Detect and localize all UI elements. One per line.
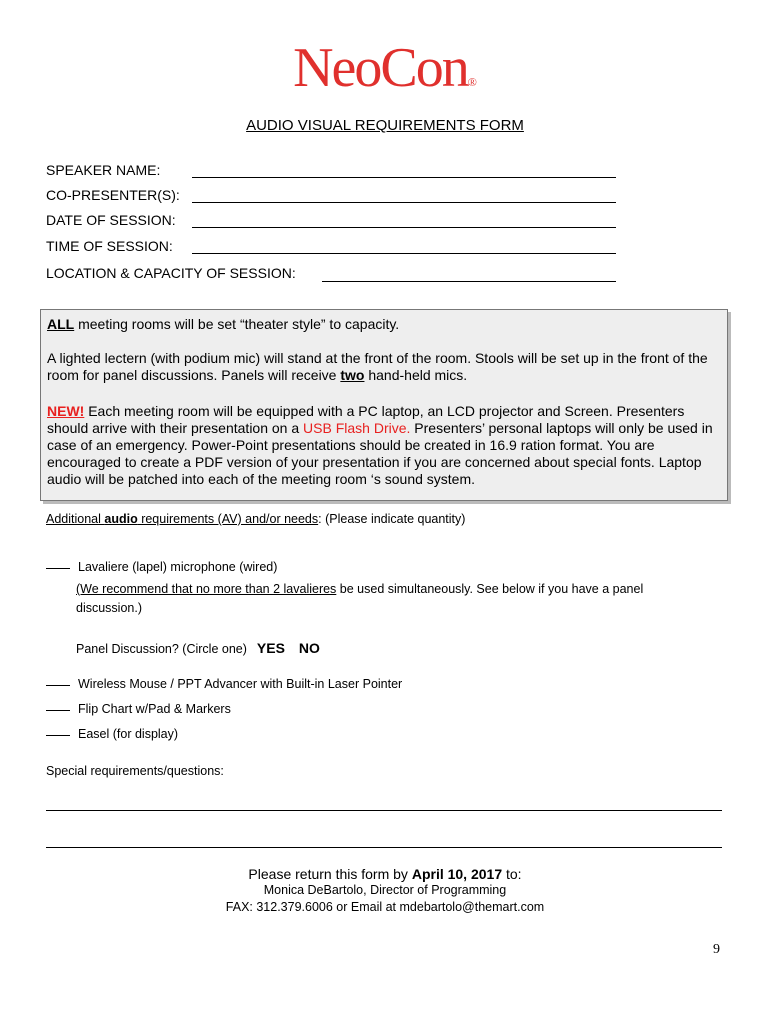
wireless-mouse-quantity-blank[interactable] [46, 685, 70, 686]
form-title: AUDIO VISUAL REQUIREMENTS FORM [246, 117, 524, 134]
page-number: 9 [713, 942, 720, 957]
no-option[interactable]: NO [298, 640, 320, 656]
notice-paragraph-lectern: A lighted lectern (with podium mic) will stand at the front of the room. Stools will be set up in the front of the room for panel discussions. Panels will receive two hand-held mics. [47, 350, 708, 383]
time-of-session-label: TIME OF SESSION: [46, 238, 173, 254]
co-presenters-field[interactable] [192, 202, 616, 203]
fax-email: FAX: 312.379.6006 or Email at mdebartolo@themart.com [225, 900, 545, 914]
speaker-name-field[interactable] [192, 177, 616, 178]
panel-discussion-question: Panel Discussion? (Circle one) YES NO [76, 640, 320, 656]
special-requirements-line-2[interactable] [46, 847, 722, 848]
easel-quantity-blank[interactable] [46, 735, 70, 736]
contact-name: Monica DeBartolo, Director of Programming [263, 883, 507, 897]
easel-item: Easel (for display) [46, 727, 178, 741]
time-of-session-field[interactable] [192, 253, 616, 254]
lavaliere-recommendation-cont: discussion.) [76, 601, 142, 615]
location-capacity-label: LOCATION & CAPACITY OF SESSION: [46, 265, 296, 281]
speaker-name-label: SPEAKER NAME: [46, 162, 161, 178]
lavaliere-recommendation: (We recommend that no more than 2 lavalieres be used simultaneously. See below if you have a panel [76, 582, 644, 596]
location-capacity-field[interactable] [322, 281, 616, 282]
flip-chart-quantity-blank[interactable] [46, 710, 70, 711]
date-of-session-field[interactable] [192, 227, 616, 228]
lavaliere-quantity-blank[interactable] [46, 568, 70, 569]
wireless-mouse-item: Wireless Mouse / PPT Advancer with Built-in Laser Pointer [46, 677, 402, 691]
return-instructions: Please return this form by April 10, 2017 to: [248, 866, 522, 882]
notice-paragraph-equipment: NEW! Each meeting room will be equipped with a PC laptop, an LCD projector and Screen. Presenters should arrive with their presentation on a USB Flash Drive. Presenters’ personal laptops will only be used in case of an emergency. Power-Point presentations should be created in 16.9 ration format. You are encouraged to create a PDF version of your presentation if you are concerned about special fonts. Laptop audio will be patched into each of the meeting room ‘s sound system. [47, 403, 713, 487]
special-requirements-line-1[interactable] [46, 810, 722, 811]
notice-paragraph-rooms: ALL meeting rooms will be set “theater style” to capacity. [47, 316, 400, 332]
lavaliere-item: Lavaliere (lapel) microphone (wired) [46, 560, 277, 574]
flip-chart-item: Flip Chart w/Pad & Markers [46, 702, 231, 716]
additional-requirements-heading: Additional audio requirements (AV) and/or needs: (Please indicate quantity) [46, 512, 466, 526]
date-of-session-label: DATE OF SESSION: [46, 212, 176, 228]
co-presenters-label: CO-PRESENTER(S): [46, 187, 180, 203]
neocon-logo: NeoCon® [293, 37, 477, 99]
yes-option[interactable]: YES [256, 640, 285, 656]
special-requirements-label: Special requirements/questions: [46, 764, 224, 778]
